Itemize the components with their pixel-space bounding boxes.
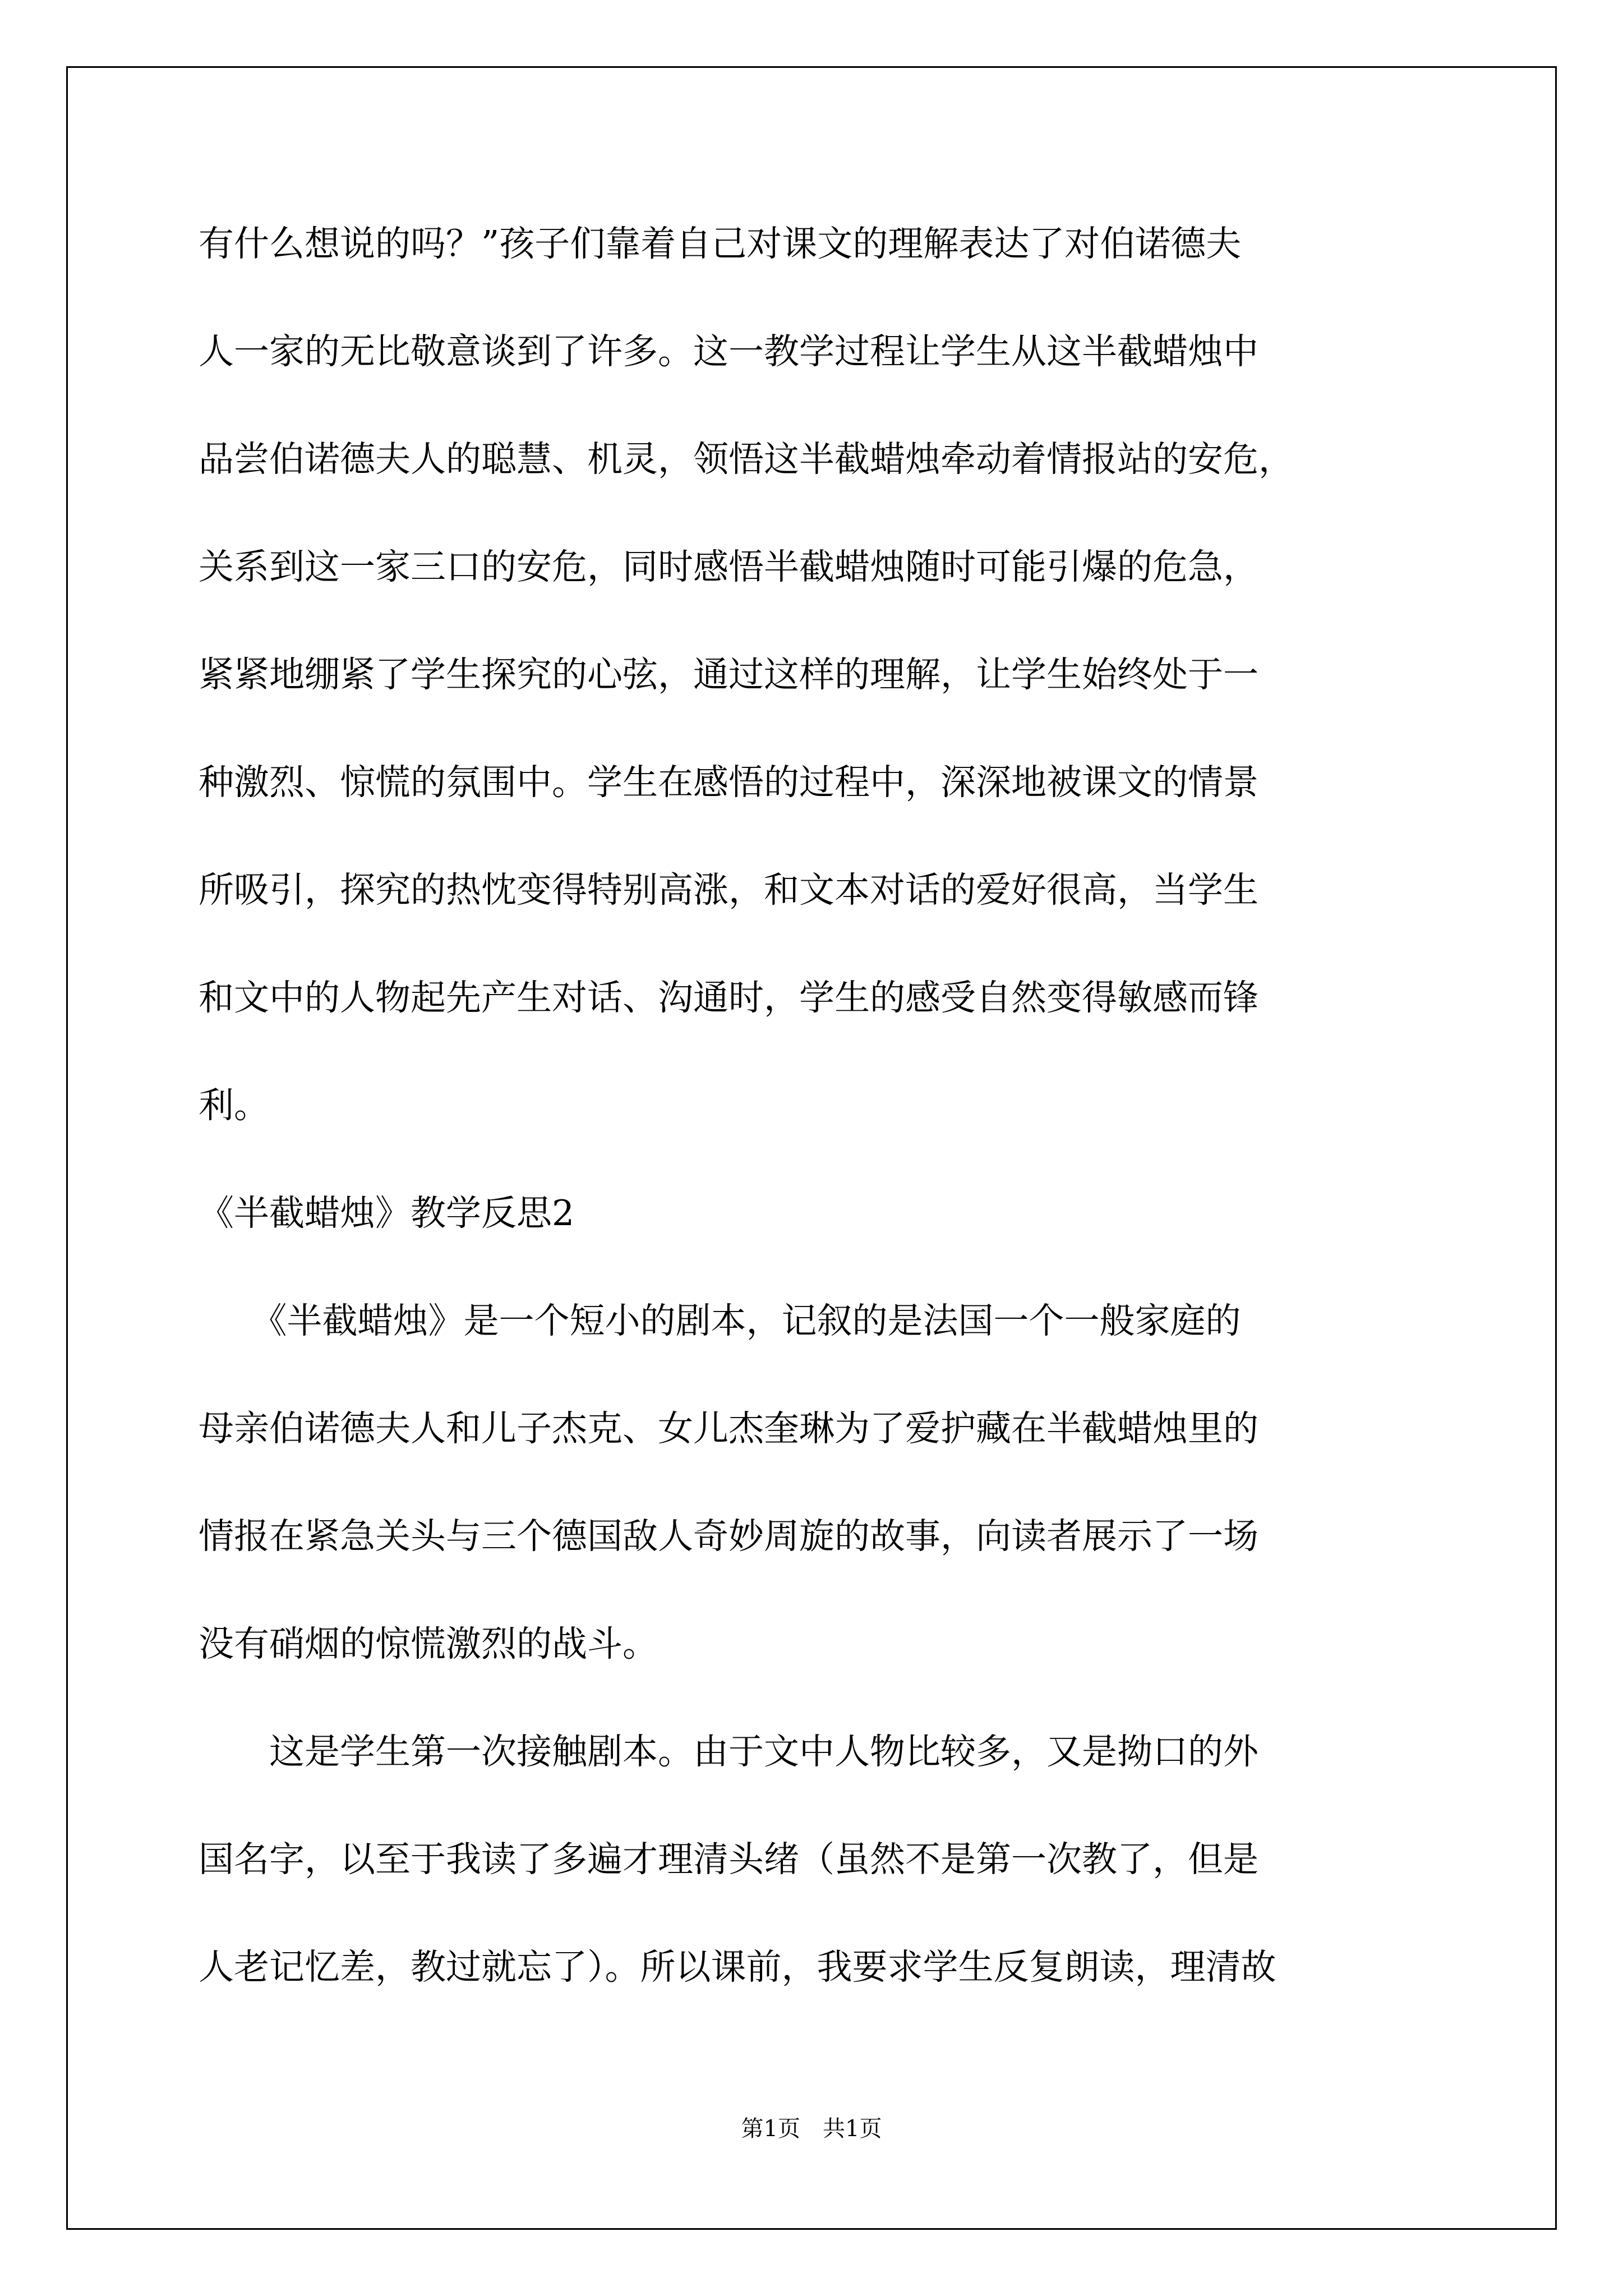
- text-line: 品尝伯诺德夫人的聪慧、机灵，领悟这半截蜡烛牵动着情报站的安危，: [199, 440, 1294, 480]
- text-line: 人一家的无比敬意谈到了许多。这一教学过程让学生从这半截蜡烛中: [199, 332, 1258, 372]
- text-line: 国名字，以至于我读了多遍才理清头绪（虽然不是第一次教了，但是: [199, 1840, 1258, 1880]
- text-line: 关系到这一家三口的安危，同时感悟半截蜡烛随时可能引爆的危急，: [199, 547, 1258, 587]
- text-line: 这是学生第一次接触剧本。由于文中人物比较多，又是拗口的外: [199, 1732, 1258, 1772]
- text-line: 情报在紧急关头与三个德国敌人奇妙周旋的故事，向读者展示了一场: [199, 1517, 1258, 1557]
- text-line: 利。: [199, 1086, 269, 1126]
- text-line: 没有硝烟的惊慌激烈的战斗。: [199, 1625, 658, 1664]
- text-line: 所吸引，探究的热忱变得特别高涨，和文本对话的爱好很高，当学生: [199, 871, 1258, 910]
- text-line: 和文中的人物起先产生对话、沟通时，学生的感受自然变得敏感而锋: [199, 978, 1258, 1018]
- text-line: 人老记忆差，教过就忘了）。所以课前，我要求学生反复朗读，理清故: [199, 1948, 1276, 1987]
- text-line: 种激烈、惊慌的氛围中。学生在感悟的过程中，深深地被课文的情景: [199, 763, 1258, 803]
- section-heading: 《半截蜡烛》教学反思2: [199, 1194, 575, 1234]
- text-line: 《半截蜡烛》是一个短小的剧本，记叙的是法国一个一般家庭的: [199, 1301, 1241, 1341]
- page-footer: 第1页 共1页: [741, 2116, 882, 2142]
- document-body: [199, 224, 1427, 2055]
- text-line: 紧紧地绷紧了学生探究的心弦，通过这样的理解，让学生始终处于一: [199, 655, 1258, 695]
- text-line: 有什么想说的吗？”孩子们靠着自己对课文的理解表达了对伯诺德夫: [199, 224, 1242, 264]
- text-line: 母亲伯诺德夫人和儿子杰克、女儿杰奎琳为了爱护藏在半截蜡烛里的: [199, 1409, 1258, 1449]
